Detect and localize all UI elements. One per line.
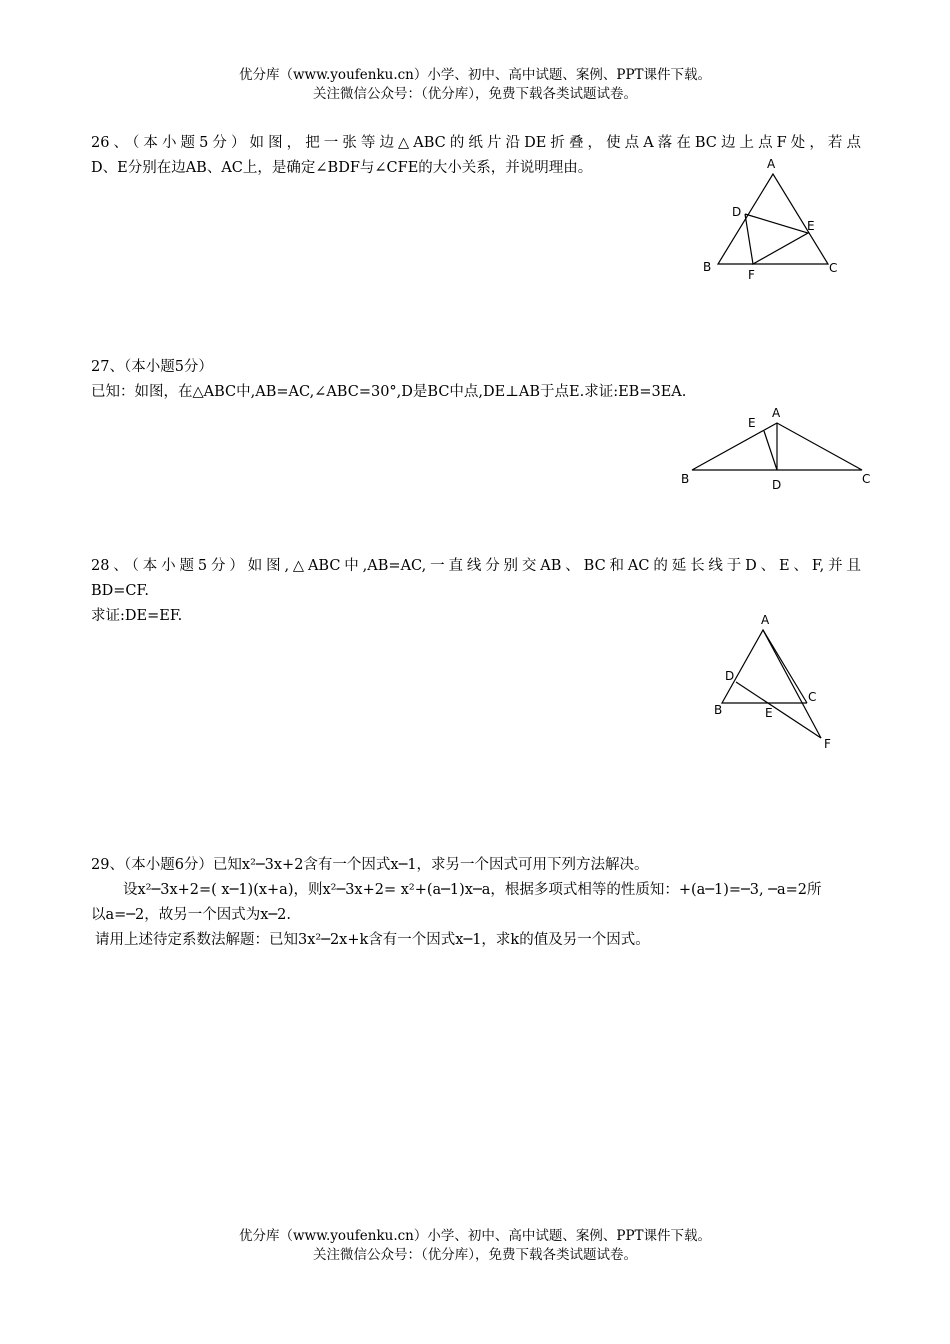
q29-line-4: 请用上述待定系数法解题：已知3x²─2x+k含有一个因式x─1，求k的值及另一个因式。 (95, 932, 650, 948)
q26-label-b: B (703, 260, 712, 274)
header-line-1: 优分库（www.youfenku.cn）小学、初中、高中试题、案例、PPT课件下载。 (238, 67, 712, 83)
q28-line-3: 求证:DE=EF. (91, 608, 183, 624)
footer-line-2: 关注微信公众号：（优分库），免费下载各类试题试卷。 (313, 1247, 637, 1263)
q27-label-e: E (748, 416, 756, 430)
q28-line-2: BD=CF. (91, 583, 149, 599)
question-29 (91, 853, 861, 953)
q28-label-e: E (765, 706, 773, 720)
q28-label-d: D (725, 669, 735, 683)
page-footer (0, 1227, 950, 1265)
q28-label-f: F (824, 737, 831, 751)
q27-figure (670, 398, 880, 498)
q28-label-b: B (714, 703, 723, 717)
q27-label-a: A (772, 406, 781, 420)
q27-line-2: 已知：如图，在△ABC中,AB=AC,∠ABC=30°,D是BC中点,DE⊥AB于点E.求证:EB=3EA. (91, 384, 687, 400)
q28-extension-cf (763, 630, 821, 738)
header-line-2: 关注微信公众号：（优分库），免费下载各类试题试卷。 (313, 86, 637, 102)
q29-line-2: 设x²─3x+2=( x─1)(x+a)，则x²─3x+2= x²+(a─1)x─a，根据多项式相等的性质知：+(a─1)=─3, ─a=2所 (123, 882, 822, 898)
q26-fold-lines (745, 214, 808, 264)
q26-label-f: F (748, 268, 755, 282)
q27-label-b: B (681, 472, 690, 486)
q26-label-e: E (807, 219, 815, 233)
page-header (0, 66, 950, 104)
q26-line-1: 26、（本小题5分）如图，把一张等边△ABC的纸片沿DE折叠，使点A落在BC边上点F处，若点 (91, 135, 861, 151)
q26-line-2: D、E分别在边AB、AC上，是确定∠BDF与∠CFE的大小关系，并说明理由。 (91, 160, 593, 176)
q29-line-1: 29、（本小题6分）已知x²─3x+2含有一个因式x─1，求另一个因式可用下列方法解决。 (91, 857, 649, 873)
q26-label-a: A (767, 157, 776, 171)
q27-label-d: D (772, 478, 782, 492)
q27-line-1: 27、（本小题5分） (91, 359, 213, 375)
footer-line-1: 优分库（www.youfenku.cn）小学、初中、高中试题、案例、PPT课件下载。 (238, 1228, 712, 1244)
q28-figure (705, 610, 855, 760)
q27-label-c: C (862, 472, 871, 486)
q26-figure (695, 150, 855, 285)
q29-line-3: 以a=─2，故另一个因式为x─2. (91, 907, 291, 923)
q26-label-d: D (732, 205, 742, 219)
q28-line-1: 28、（本小题5分）如图,△ABC中,AB=AC,一直线分别交AB、BC和AC的延长线于D、E、F,并且 (91, 558, 861, 574)
q27-segment-de (764, 431, 777, 470)
q26-label-c: C (829, 261, 838, 275)
q28-label-a: A (761, 613, 770, 627)
q28-triangle-abc (722, 630, 807, 703)
q28-label-c: C (808, 690, 817, 704)
